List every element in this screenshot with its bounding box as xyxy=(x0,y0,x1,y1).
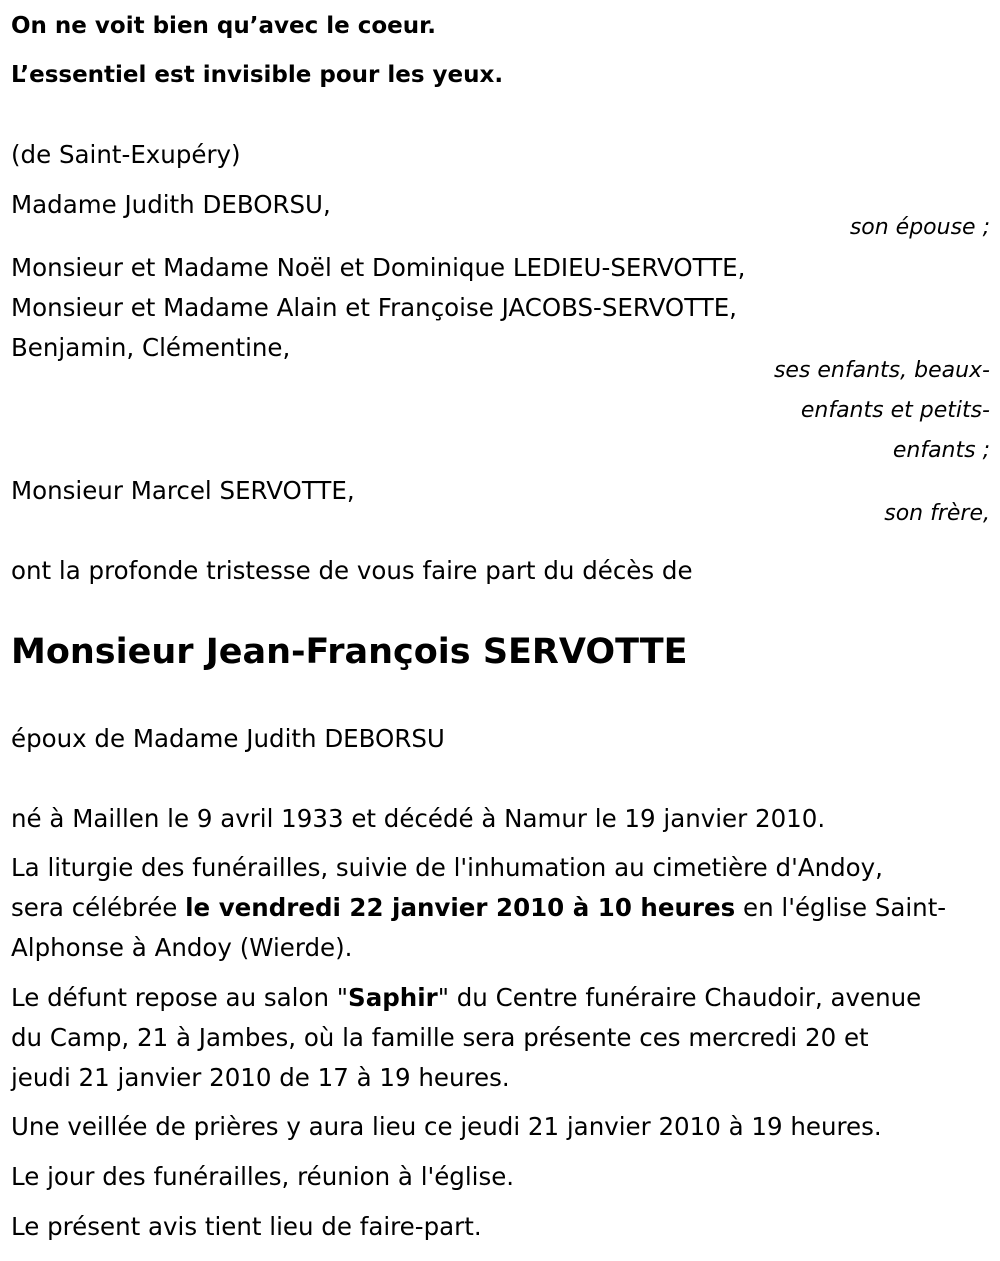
liturgy-text: en l'église Saint- xyxy=(735,893,947,922)
announcement-intro: ont la profonde tristesse de vous faire part du décès de xyxy=(11,556,693,585)
child-line: Monsieur et Madame Alain et Françoise JACOBS-SERVOTTE, xyxy=(11,293,737,322)
quote-author: (de Saint-Exupéry) xyxy=(11,140,241,169)
deceased-name: Monsieur Jean-François SERVOTTE xyxy=(11,632,688,672)
salon-name: Saphir xyxy=(348,983,438,1012)
child-line: Monsieur et Madame Noël et Dominique LEDIEU-SERVOTTE, xyxy=(11,253,746,282)
quote-line-2: L’essentiel est invisible pour les yeux. xyxy=(11,62,504,88)
spouse-of: époux de Madame Judith DEBORSU xyxy=(11,724,445,753)
rest-line-3: jeudi 21 janvier 2010 de 17 à 19 heures. xyxy=(11,1063,510,1092)
children-relation: ses enfants, beaux- xyxy=(773,358,990,383)
rest-line-1 xyxy=(11,983,921,1013)
liturgy-line-1: La liturgie des funérailles, suivie de l'inhumation au cimetière d'Andoy, xyxy=(11,853,883,882)
rest-text: Le défunt repose au salon " xyxy=(11,983,349,1012)
child-line: Benjamin, Clémentine, xyxy=(11,333,291,362)
spouse-name: Madame Judith DEBORSU, xyxy=(11,190,331,219)
notice: Le présent avis tient lieu de faire-part. xyxy=(11,1212,482,1241)
quote-line-1: On ne voit bien qu’avec le coeur. xyxy=(11,13,436,39)
vigil: Une veillée de prières y aura lieu ce jeudi 21 janvier 2010 à 19 heures. xyxy=(11,1112,882,1141)
meeting: Le jour des funérailles, réunion à l'église. xyxy=(11,1162,515,1191)
rest-line-2: du Camp, 21 à Jambes, où la famille sera présente ces mercredi 20 et xyxy=(11,1023,869,1052)
liturgy-line-2 xyxy=(11,893,946,923)
brother-name: Monsieur Marcel SERVOTTE, xyxy=(11,476,355,505)
rest-text: " du Centre funéraire Chaudoir, avenue xyxy=(437,983,922,1012)
liturgy-line-3: Alphonse à Andoy (Wierde). xyxy=(11,933,353,962)
children-relation: enfants et petits- xyxy=(800,398,990,423)
ceremony-date: le vendredi 22 janvier 2010 à 10 heures xyxy=(185,893,736,922)
birth-death: né à Maillen le 9 avril 1933 et décédé à Namur le 19 janvier 2010. xyxy=(11,804,826,833)
spouse-relation: son épouse ; xyxy=(849,215,990,240)
children-relation: enfants ; xyxy=(892,438,990,463)
liturgy-text: sera célébrée xyxy=(11,893,186,922)
brother-relation: son frère, xyxy=(884,501,990,526)
